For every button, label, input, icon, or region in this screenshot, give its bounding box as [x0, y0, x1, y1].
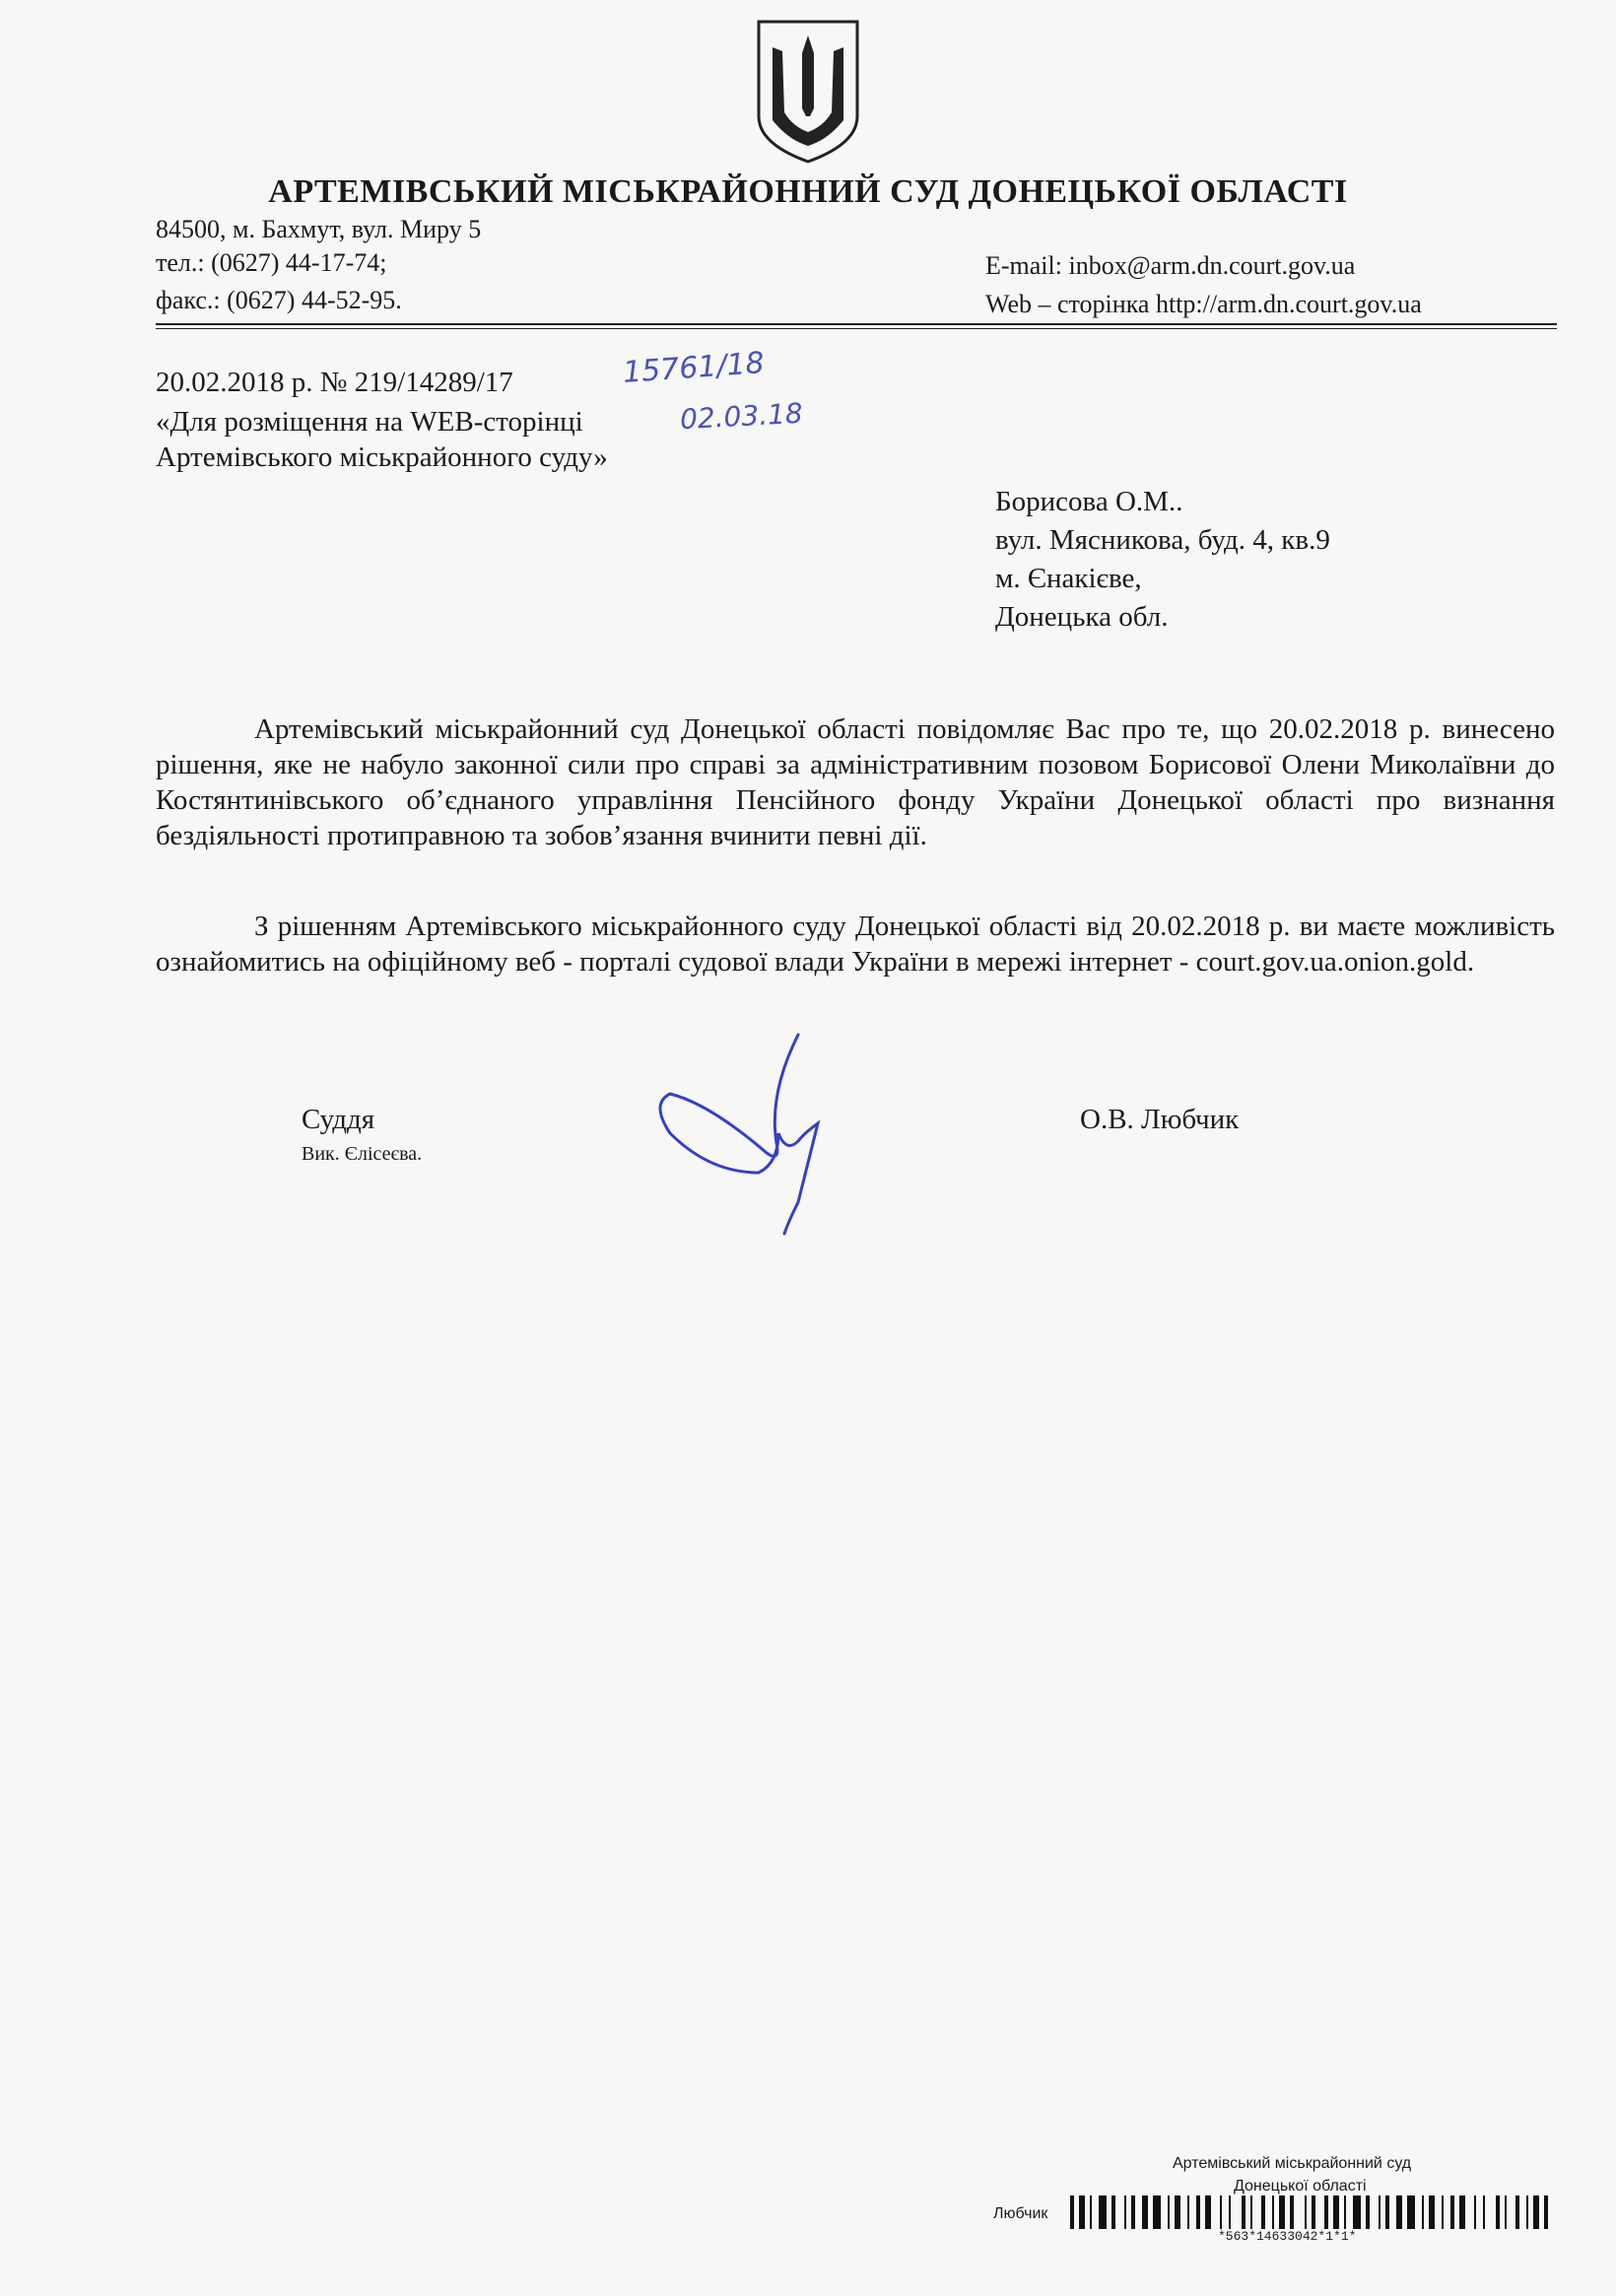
body-paragraph-1: Артемівський міськрайонний суд Донецької області повідомляє Вас про те, що 20.02.2018 р. винесено рішення, яке не набуло законної сили про справі за адміністративним позовом Борисової Олени Миколаївни до Костянтинівського об’єднаного управління Пенсійного фонду України Донецької області про визнання бездіяльності протиправною та зобов’язання вчинити певні дії. [156, 713, 1555, 851]
acting-signatory: Вик. Єлісеєва. [302, 1143, 423, 1165]
court-title: АРТЕМІВСЬКИЙ МІСЬКРАЙОННИЙ СУД ДОНЕЦЬКОЇ ОБЛАСТІ [268, 173, 1348, 210]
stamp-judge-name: Любчик [993, 2205, 1048, 2222]
court-email: E-mail: inbox@arm.dn.court.gov.ua [985, 251, 1356, 280]
web-note-line-1: «Для розміщення на WEB-сторінці [156, 406, 583, 438]
trident-emblem-icon [749, 18, 867, 166]
recipient-name: Борисова О.М.. [995, 486, 1183, 517]
handwritten-incoming-date: 02.03.18 [679, 396, 804, 437]
stamp-court-line-1: Артемівський міськрайонний суд [1173, 2155, 1412, 2172]
body-paragraph-2: З рішенням Артемівського міськрайонного суду Донецької області від 20.02.2018 р. ви маєте можливість ознайомитись на офіційному веб - порталі судової влади України в мережі інтернет - court.gov.ua.onion.gold. [156, 911, 1555, 978]
court-address: 84500, м. Бахмут, вул. Миру 5 [156, 215, 482, 243]
court-phone: тел.: (0627) 44-17-74; [156, 248, 387, 277]
stamp-court-line-2: Донецької області [1234, 2178, 1367, 2195]
court-fax: факс.: (0627) 44-52-95. [156, 286, 402, 314]
barcode-icon [1070, 2195, 1555, 2229]
barcode-text: *563*14633042*1*1* [1218, 2229, 1357, 2244]
reference-number: 20.02.2018 р. № 219/14289/17 [156, 367, 513, 398]
court-website: Web – сторінка http://arm.dn.court.gov.ua [985, 290, 1422, 318]
judge-name: О.В. Любчик [1080, 1104, 1240, 1135]
recipient-region: Донецька обл. [995, 601, 1169, 633]
web-publication-note [156, 404, 747, 475]
web-note-line-2: Артемівського міськрайонного суду» [156, 441, 608, 473]
handwritten-signature-icon [650, 1025, 847, 1242]
recipient-block [995, 483, 1330, 637]
recipient-city: м. Єнакієве, [995, 563, 1142, 594]
judge-title: Суддя [302, 1104, 375, 1135]
header-divider-thin [156, 328, 1557, 329]
handwritten-incoming-number: 15761/18 [621, 346, 766, 390]
header-divider [156, 323, 1557, 325]
recipient-street: вул. Мясникова, буд. 4, кв.9 [995, 524, 1330, 556]
